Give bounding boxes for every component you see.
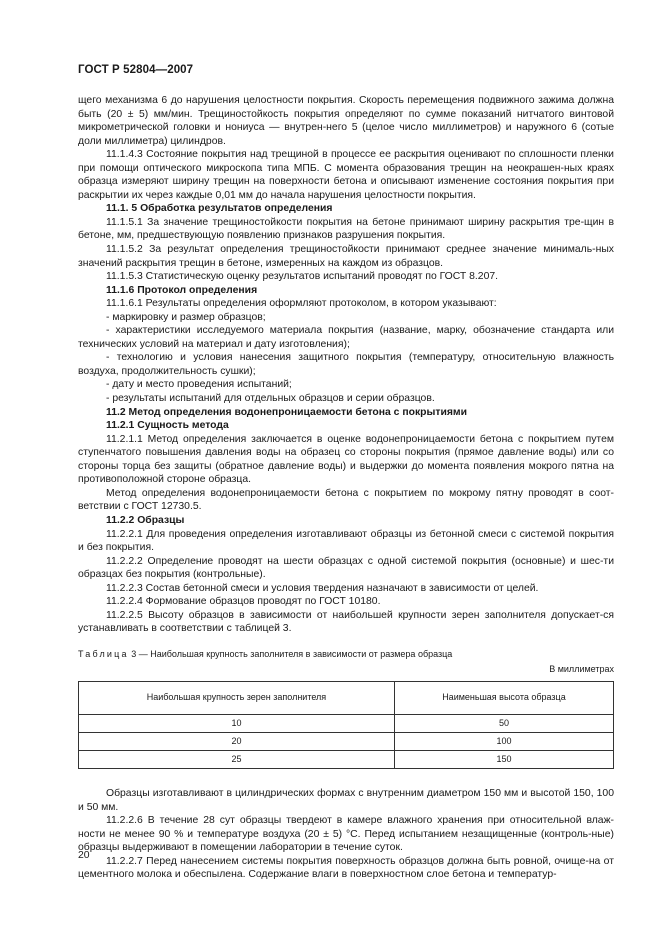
section-heading: 11.1.6 Протокол определения [106, 284, 258, 296]
paragraph: 11.2.2.1 Для проведения определения изготавливают образцы из бетонной смеси с системой покрытия и без покрытия. [78, 528, 614, 554]
paragraph: 11.1.4.3 Состояние покрытия над трещиной в процессе ее раскрытия оценивают по сплошности пленки при помощи оптического микроскопа типа МПБ. С момента образования трещин на неокрашен-ных краях образца измеряют ширину трещин на поверхности бетона и описывают изменение состояния покрытия при раскрытии их через каждые 0,01 мм до начала нарушения целостности покрытия. [78, 149, 614, 201]
table-row [79, 714, 614, 732]
section-heading: 11.2.1 Сущность метода [106, 420, 229, 432]
document-header: ГОСТ Р 52804—2007 [78, 64, 194, 76]
table-cell: 50 [394, 714, 613, 732]
table-caption-text: 3 — Наибольшая крупность заполнителя в зависимости от размера образца [131, 648, 453, 659]
paragraph: Образцы изготавливают в цилиндрических формах с внутренним диаметром 150 мм и высотой 150, 100 и 50 мм. [78, 787, 614, 813]
table-cell: 20 [79, 732, 395, 750]
paragraph: - технологию и условия нанесения защитного покрытия (температуру, относительную влажность воздуха, продолжительность сушки); [78, 352, 614, 377]
paragraph: - характеристики исследуемого материала покрытия (название, марку, обозначение стандарта или технических условий на материал и дату изготовления); [78, 325, 614, 350]
table-header-aggregate-size: Наибольшая крупность зерен заполнителя [79, 681, 395, 714]
paragraph: 11.2.2.2 Определение проводят на шести образцах с одной системой покрытия (основные) и шес-ти образцах без покрытия (контрольные). [78, 555, 614, 581]
table-cell: 10 [79, 714, 395, 732]
section-heading: 11.2 Метод определения водонепроницаемости бетона с покрытиями [106, 406, 468, 418]
top-paragraphs [78, 94, 614, 636]
paragraph: 11.2.2.7 Перед нанесением системы покрытия поверхность образцов должна быть ровной, очище-на от цементного молока и обеспылена. Содержание влаги в поверхностном слое бетона и температур- [78, 855, 614, 881]
document-body [78, 94, 614, 882]
table-cell: 100 [394, 732, 613, 750]
table-unit: В миллиметрах [549, 664, 614, 675]
table-cell: 25 [79, 750, 395, 768]
table-header-row [79, 681, 614, 714]
paragraph: 11.1.5.3 Статистическую оценку результатов испытаний проводят по ГОСТ 8.207. [106, 271, 499, 283]
paragraph: 11.2.2.4 Формование образцов проводят по ГОСТ 10180. [106, 596, 381, 608]
table-caption [78, 648, 614, 662]
paragraph: 11.2.2.6 В течение 28 сут образцы твердеют в камере влажного хранения при относительной влаж-ности не менее 90 % и температуре воздуха (20 ± 5) °С. Перед испытанием незащищенные (контроль-ные) образцы выдерживают в помещении лаборатории в течение суток. [78, 815, 614, 854]
table-header-min-height: Наименьшая высота образца [394, 681, 613, 714]
paragraph: 11.1.6.1 Результаты определения оформляют протоколом, в котором указывают: [106, 298, 497, 310]
paragraph: Метод определения водонепроницаемости бетона с покрытием по мокрому пятну проводят в соот-ветствии с ГОСТ 12730.5. [78, 487, 614, 513]
paragraph: - дату и место проведения испытаний; [106, 379, 292, 391]
aggregate-size-table [78, 681, 614, 769]
table-row [79, 732, 614, 750]
table-caption-label: Таблица [78, 648, 129, 659]
bottom-paragraphs [78, 787, 614, 882]
page-number: 20 [78, 850, 90, 861]
section-heading: 11.2.2 Образцы [106, 514, 185, 526]
paragraph: 11.1.5.1 За значение трещиностойкости покрытия на бетоне принимают ширину раскрытия тре-щин в бетоне, мм, предшествующую появлению признаков разрушения покрытия. [78, 216, 614, 242]
table-cell: 150 [394, 750, 613, 768]
table-row [79, 750, 614, 768]
paragraph: 11.1.5.2 За результат определения трещиностойкости принимают среднее значение минималь-ных значений раскрытия трещин в бетоне, измеренных на каждом из образцов. [78, 244, 614, 269]
paragraph-continuation: щего механизма 6 до нарушения целостности покрытия. Скорость перемещения подвижного зажима должна быть (20 ± 5) мм/мин. Трещиностойкость покрытия определяют по сумме показаний нитчатого винтовой микрометрической головки и нониуса — внутрен-него 5 (целое число миллиметров) и наружного 6 (сотые доли миллиметра) цилиндров. [78, 95, 614, 147]
paragraph: - маркировку и размер образцов; [106, 311, 266, 323]
paragraph: 11.2.2.3 Состав бетонной смеси и условия твердения назначают в зависимости от целей. [106, 582, 539, 594]
section-heading: 11.1. 5 Обработка результатов определения [106, 203, 333, 215]
paragraph: - результаты испытаний для отдельных образцов и серии образцов. [106, 393, 435, 405]
paragraph: 11.2.1.1 Метод определения заключается в оценке водонепроницаемости бетона с покрытием путем ступенчатого повышения давления воды на образец со стороны покрытия (прямое давление воды) или со стороны торца без защиты (обратное давление воды) и выдержки до момента появления мокрого пятна на противоположной стороне образца. [78, 433, 614, 486]
paragraph: 11.2.2.5 Высоту образцов в зависимости от наибольшей крупности зерен заполнителя допускает-ся устанавливать в соответствии с таблицей 3. [78, 609, 614, 635]
